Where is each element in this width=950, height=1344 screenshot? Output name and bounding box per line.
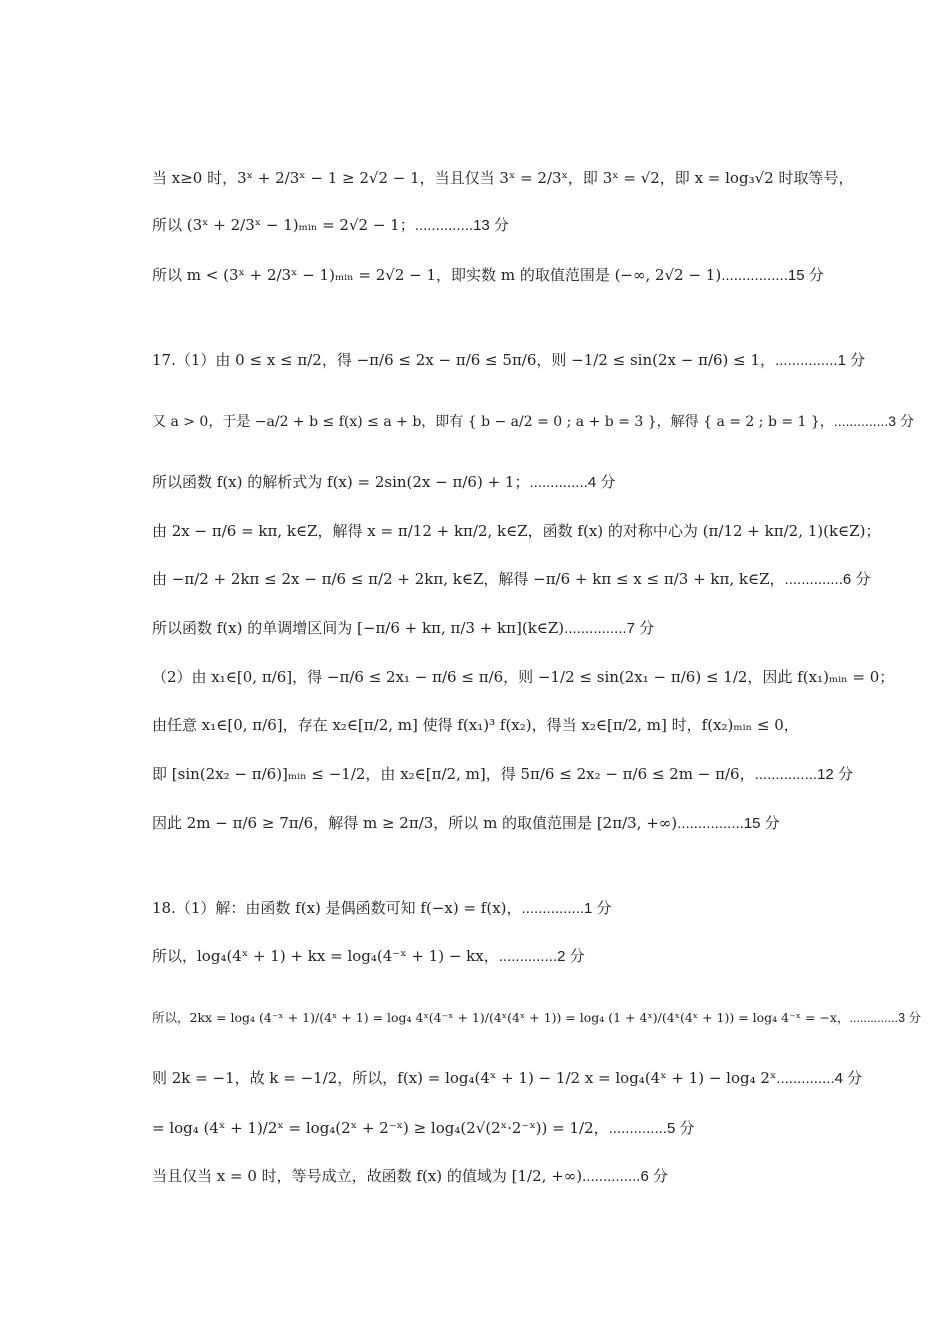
line-text: 由 −π/2 + 2kπ ≤ 2x − π/6 ≤ π/2 + 2kπ, k∈Z，解得 −π/6 + kπ ≤ x ≤ π/3 + kπ, k∈Z，	[152, 570, 785, 588]
score-marker: ...............1 分	[775, 352, 866, 369]
line-text: 所以 (3ˣ + 2/3ˣ − 1)ₘᵢₙ = 2√2 − 1；	[152, 216, 415, 234]
line-text: 所以函数 f(x) 的解析式为 f(x) = 2sin(2x − π/6) + 1；	[152, 473, 530, 491]
line-text: 即 [sin(2x₂ − π/6)]ₘᵢₙ ≤ −1/2，由 x₂∈[π/2, m]，得 5π/6 ≤ 2x₂ − π/6 ≤ 2m − π/6，	[152, 765, 755, 783]
text-line	[152, 944, 585, 969]
text-line	[152, 811, 780, 836]
text-line	[152, 762, 853, 787]
text-line	[152, 896, 612, 921]
line-text: 所以函数 f(x) 的单调增区间为 [−π/6 + kπ, π/3 + kπ](k∈Z)	[152, 619, 565, 637]
score-marker: ..............6 分	[582, 1168, 668, 1185]
text-line	[152, 213, 509, 238]
line-text: 17.（1）由 0 ≤ x ≤ π/2，得 −π/6 ≤ 2x − π/6 ≤ 5π/6，则 −1/2 ≤ sin(2x − π/6) ≤ 1，	[152, 351, 776, 369]
text-line	[152, 616, 654, 641]
score-marker: ..............13 分	[414, 217, 509, 234]
text-line	[152, 665, 894, 690]
text-line	[152, 1164, 668, 1189]
text-line	[152, 470, 615, 495]
text-line	[152, 348, 865, 373]
text-line	[152, 1116, 694, 1141]
line-text: 由任意 x₁∈[0, π/6]，存在 x₂∈[π/2, m] 使得 f(x₁)³ f(x₂)，得当 x₂∈[π/2, m] 时，f(x₂)ₘᵢₙ ≤ 0，	[152, 716, 799, 734]
line-text: 所以，2kx = log₄ (4⁻ˣ + 1)/(4ˣ + 1) = log₄ 4ˣ(4⁻ˣ + 1)/(4ˣ(4ˣ + 1)) = log₄ (1 + 4ˣ)/(4ˣ(4ˣ + 1)) = log₄ 4⁻ˣ = −x，	[152, 1010, 850, 1025]
text-line	[152, 166, 853, 191]
score-marker: ..............3 分	[849, 1011, 921, 1025]
line-text: 所以 m < (3ˣ + 2/3ˣ − 1)ₘᵢₙ = 2√2 − 1，即实数 m 的取值范围是 (−∞, 2√2 − 1)	[152, 266, 722, 284]
score-marker: ..............6 分	[784, 571, 871, 588]
line-text: 当 x≥0 时，3ˣ + 2/3ˣ − 1 ≥ 2√2 − 1，当且仅当 3ˣ = 2/3ˣ，即 3ˣ = √2，即 x = log₃√2 时取等号，	[152, 169, 854, 187]
line-text: = log₄ (4ˣ + 1)/2ˣ = log₄(2ˣ + 2⁻ˣ) ≥ log₄(2√(2ˣ·2⁻ˣ)) = 1/2，	[152, 1119, 609, 1137]
line-text: 则 2k = −1，故 k = −1/2，所以，f(x) = log₄(4ˣ + 1) − 1/2 x = log₄(4ˣ + 1) − log₄ 2ˣ	[152, 1069, 777, 1087]
text-line	[152, 409, 914, 434]
line-text: 又 a > 0，于是 −a/2 + b ≤ f(x) ≤ a + b，即有 { b − a/2 = 0 ; a + b = 3 }，解得 { a = 2 ; b = 1 }，	[152, 414, 834, 430]
score-marker: ..............2 分	[498, 948, 585, 965]
line-text: 18.（1）解：由函数 f(x) 是偶函数可知 f(−x) = f(x)，	[152, 899, 522, 917]
score-marker: ................15 分	[677, 815, 780, 832]
text-line	[152, 567, 870, 592]
score-marker: ...............1 分	[521, 900, 612, 917]
text-line	[152, 519, 880, 544]
score-marker: ..............4 分	[776, 1070, 863, 1087]
line-text: 当且仅当 x = 0 时，等号成立，故函数 f(x) 的值域为 [1/2, +∞)	[152, 1167, 583, 1185]
text-line	[152, 1006, 921, 1030]
text-line	[152, 263, 824, 288]
line-text: 所以，log₄(4ˣ + 1) + kx = log₄(4⁻ˣ + 1) − kx，	[152, 947, 499, 965]
score-marker: ...............12 分	[754, 766, 853, 783]
score-marker: ..............5 分	[608, 1120, 695, 1137]
line-text: 由 2x − π/6 = kπ, k∈Z，解得 x = π/12 + kπ/2, k∈Z，函数 f(x) 的对称中心为 (π/12 + kπ/2, 1)(k∈Z)；	[152, 522, 881, 540]
line-text: 因此 2m − π/6 ≥ 7π/6，解得 m ≥ 2π/3，所以 m 的取值范围是 [2π/3, +∞)	[152, 814, 678, 832]
score-marker: ...............7 分	[564, 620, 655, 637]
score-marker: ..............4 分	[529, 474, 616, 491]
line-text: （2）由 x₁∈[0, π/6]，得 −π/6 ≤ 2x₁ − π/6 ≤ π/6，则 −1/2 ≤ sin(2x₁ − π/6) ≤ 1/2，因此 f(x₁)ₘᵢₙ = 0；	[152, 668, 895, 686]
text-line	[152, 1066, 862, 1091]
score-marker: ................15 分	[721, 267, 824, 284]
text-line	[152, 713, 799, 738]
score-marker: ..............3 分	[833, 413, 914, 429]
